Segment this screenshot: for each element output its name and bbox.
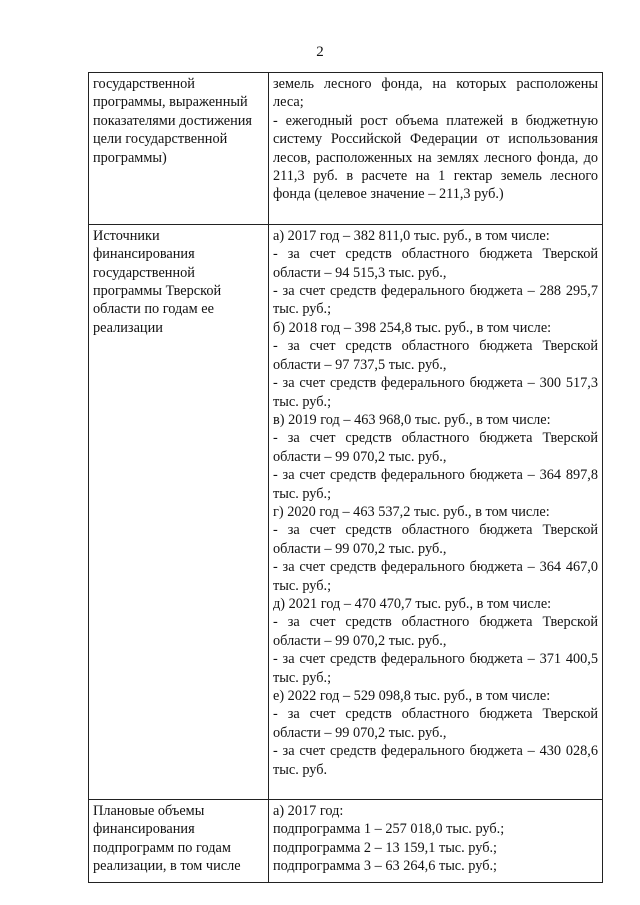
- content-line: подпрограмма 1 – 257 018,0 тыс. руб.;: [273, 821, 505, 838]
- row-label-cell: [89, 224, 269, 799]
- content-line: - за счет средств федерального бюджета – 430 028,6 тыс. руб.: [273, 743, 598, 778]
- page-number: 2: [316, 44, 324, 60]
- content-line: подпрограмма 2 – 13 159,1 тыс. руб.;: [273, 839, 498, 856]
- content-line: г) 2020 год – 463 537,2 тыс. руб., в том числе:: [273, 503, 550, 520]
- row-label: Плановые объемы финансирования подпрограмм по годам реализации, в том числе: [93, 803, 241, 875]
- content-line: - за счет средств областного бюджета Тверской области – 99 070,2 тыс. руб.,: [273, 522, 598, 557]
- table-row: [89, 800, 603, 883]
- row-content-cell: [269, 800, 603, 883]
- content-line: - за счет средств областного бюджета Тверской области – 97 737,5 тыс. руб.,: [273, 338, 598, 373]
- content-line: е) 2022 год – 529 098,8 тыс. руб., в том числе:: [273, 688, 551, 704]
- content-line: в) 2019 год – 463 968,0 тыс. руб., в том числе:: [273, 411, 551, 428]
- content-line: б) 2018 год – 398 254,8 тыс. руб., в том числе:: [273, 319, 552, 336]
- content-line: - за счет средств областного бюджета Тверской области – 99 070,2 тыс. руб.,: [273, 614, 598, 649]
- content-line: - за счет средств областного бюджета Тверской области – 94 515,3 тыс. руб.,: [273, 246, 598, 281]
- row-content-cell: [269, 73, 603, 225]
- table-row: [89, 224, 603, 799]
- content-line: - ежегодный рост объема платежей в бюджетную систему Российской Федерации от использования лесов, расположенных на землях лесного фонда, до 211,3 руб. в расчете на 1 гектар земель лесного фонда (целевое значение – 211,3 руб.): [273, 112, 598, 203]
- content-line: - за счет средств федерального бюджета – 364 897,8 тыс. руб.;: [273, 467, 598, 502]
- content-line: д) 2021 год – 470 470,7 тыс. руб., в том числе:: [273, 595, 552, 612]
- content-line: - за счет средств областного бюджета Тверской области – 99 070,2 тыс. руб.,: [273, 430, 598, 465]
- row-label: Источники финансирования государственной программы Тверской области по годам ее реализации: [93, 227, 222, 336]
- table-row: [89, 73, 603, 225]
- content-line: - за счет средств федерального бюджета – 364 467,0 тыс. руб.;: [273, 559, 598, 594]
- content-line: - за счет средств федерального бюджета – 371 400,5 тыс. руб.;: [273, 651, 598, 686]
- row-label-cell: [89, 73, 269, 225]
- program-passport-table: [88, 72, 603, 883]
- row-content-cell: [269, 224, 603, 799]
- content-line: - за счет средств федерального бюджета – 300 517,3 тыс. руб.;: [273, 375, 598, 410]
- content-line: а) 2017 год – 382 811,0 тыс. руб., в том числе:: [273, 227, 550, 244]
- content-line: подпрограмма 3 – 63 264,6 тыс. руб.;: [273, 858, 498, 875]
- content-line: земель лесного фонда, на которых расположены леса;: [273, 76, 598, 111]
- content-line: - за счет средств федерального бюджета – 288 295,7 тыс. руб.;: [273, 283, 598, 318]
- content-line: - за счет средств областного бюджета Тверской области – 99 070,2 тыс. руб.,: [273, 706, 598, 741]
- row-label-cell: [89, 800, 269, 883]
- content-line: а) 2017 год:: [273, 803, 344, 820]
- row-label: государственной программы, выраженный показателями достижения цели государственной программы): [93, 76, 253, 166]
